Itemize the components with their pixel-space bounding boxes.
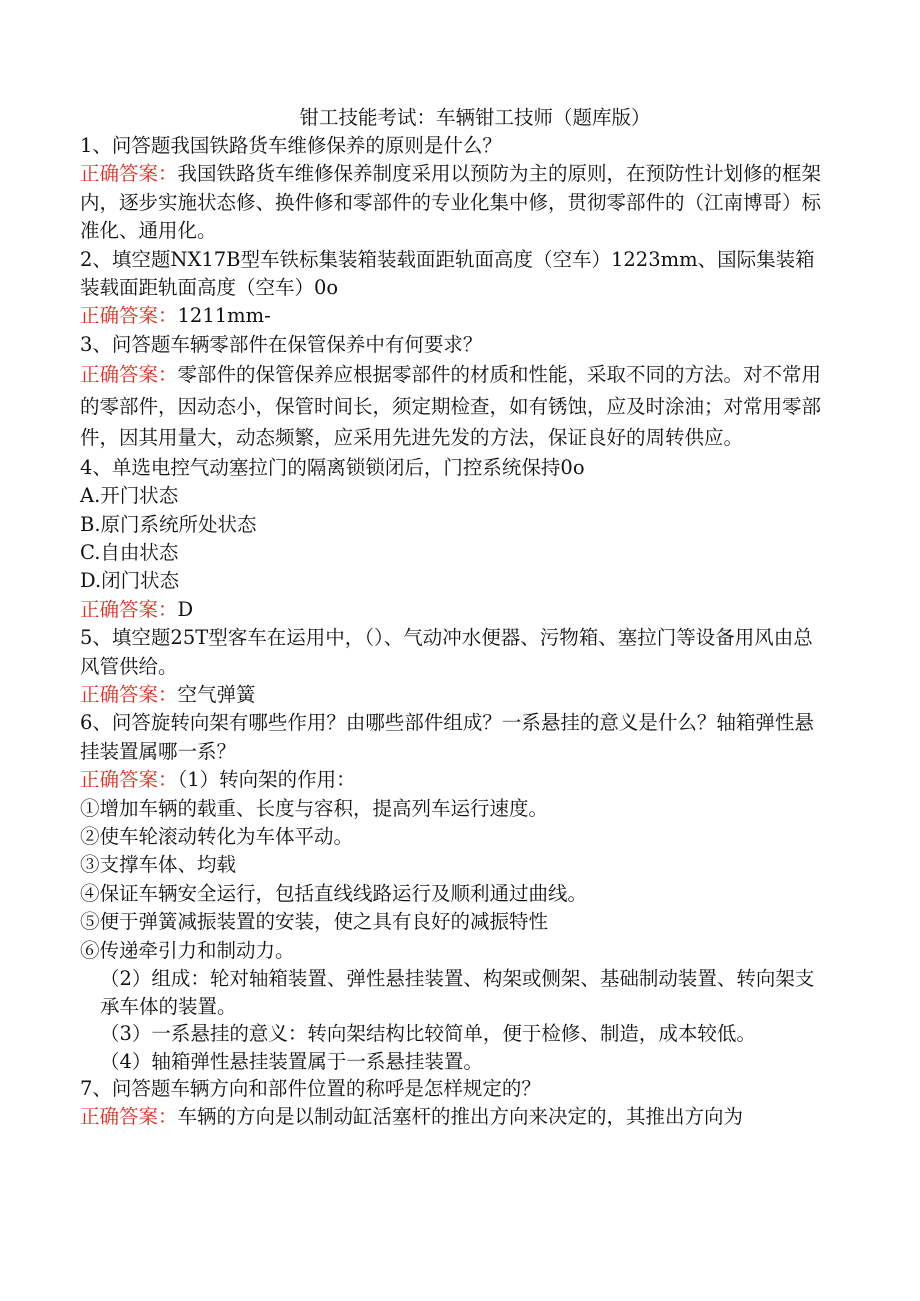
- question-text: 3、问答题车辆零部件在保管保养中有何要求？: [80, 332, 483, 356]
- detail-item-2: ②使车轮滚动转化为车体平动。: [80, 825, 354, 849]
- question-block-5: [80, 624, 830, 709]
- detail-item-3: ③支撑车体、均载: [80, 853, 237, 877]
- question-block-4: [80, 454, 830, 624]
- question-text: 5、填空题25T型客车在运用中，（）、气动冲水便器、污物箱、塞拉门等设备用风由总风管供给。: [80, 626, 813, 678]
- answer-line: [80, 160, 830, 245]
- answer-label: 正确答案：: [80, 304, 178, 328]
- answer-label: 正确答案：: [80, 162, 178, 186]
- answer-line: [80, 596, 830, 624]
- answer-text: （1）转向架的作用：: [177, 768, 356, 792]
- detail-item-6: ⑥传递牵引力和制动力。: [80, 938, 295, 962]
- question-block-2: [80, 246, 830, 331]
- answer-line: [80, 681, 830, 709]
- answer-line: [80, 359, 830, 454]
- answer-text: 空气弹簧: [177, 683, 256, 706]
- option-b: B.原门系统所处状态: [80, 512, 257, 536]
- answer-text: 我国铁路货车维修保养制度采用以预防为主的原则，在预防性计划修的框架内，逐步实施状态修、换件修和零部件的专业化集中修，贯彻零部件的（江南博哥）标准化、通用化。: [80, 162, 822, 243]
- detail-item-1: ①增加车辆的载重、长度与容积，提高列车运行速度。: [80, 796, 549, 820]
- answer-label: 正确答案：: [80, 1105, 178, 1129]
- question-block-3: [80, 331, 830, 454]
- detail-item-5: ⑤便于弹簧减振装置的安装，使之具有良好的减振特性: [80, 910, 549, 934]
- answer-text: D: [177, 597, 194, 621]
- answer-text: 零部件的保管保养应根据零部件的材质和性能，采取不同的方法。对不常用的零部件，因动态小，保管时间长，须定期检查，如有锈蚀，应及时涂油；对常用零部件，因其用量大，动态频繁，应采用先进先发的方法，保证良好的周转供应。: [80, 363, 822, 450]
- answer-line: [80, 302, 830, 330]
- question-block-7: [80, 1075, 830, 1132]
- sub-point-2: （2）组成：轮对轴箱装置、弹性悬挂装置、构架或侧架、基础制动装置、转向架支承车体的装置。: [100, 967, 815, 1018]
- question-text: 2、填空题NX17B型车铁标集装箱装载面距轨面高度（空车）1223mm、国际集装箱装载面距轨面高度（空车）0o: [80, 247, 815, 300]
- option-a: A.开门状态: [80, 484, 179, 508]
- question-block-6: [80, 709, 830, 1075]
- answer-text: 1211mm-: [177, 304, 271, 328]
- sub-point-3: （3）一系悬挂的意义：转向架结构比较简单，便于检修、制造，成本较低。: [100, 1022, 756, 1046]
- answer-label: 正确答案：: [80, 768, 178, 792]
- answer-label: 正确答案：: [80, 597, 178, 621]
- answer-label: 正确答案：: [80, 683, 178, 706]
- document-page: [80, 104, 830, 1132]
- option-d: D.闭门状态: [80, 569, 180, 593]
- question-text: 7、问答题车辆方向和部件位置的称呼是怎样规定的？: [80, 1077, 541, 1101]
- detail-item-4: ④保证车辆安全运行，包括直线线路运行及顺利通过曲线。: [80, 881, 588, 905]
- question-text: 1、问答题我国铁路货车维修保养的原则是什么？: [80, 134, 502, 157]
- sub-point-4: （4）轴箱弹性悬挂装置属于一系悬挂装置。: [100, 1049, 483, 1073]
- question-text: 6、问答旋转向架有哪些作用？由哪些部件组成？一系悬挂的意义是什么？轴箱弹性悬挂装置属哪一系？: [80, 711, 814, 763]
- answer-line: [80, 766, 830, 794]
- question-block-1: [80, 132, 830, 246]
- answer-text: 车辆的方向是以制动缸活塞杆的推出方向来决定的，其推出方向为: [177, 1105, 744, 1129]
- page-title: 钳工技能考试：车辆钳工技师（题库版）: [299, 106, 651, 129]
- option-c: C.自由状态: [80, 540, 179, 564]
- question-text: 4、单选电控气动塞拉门的隔离锁锁闭后，门控系统保持0o: [80, 455, 585, 479]
- answer-label: 正确答案：: [80, 363, 178, 387]
- answer-line: [80, 1103, 830, 1131]
